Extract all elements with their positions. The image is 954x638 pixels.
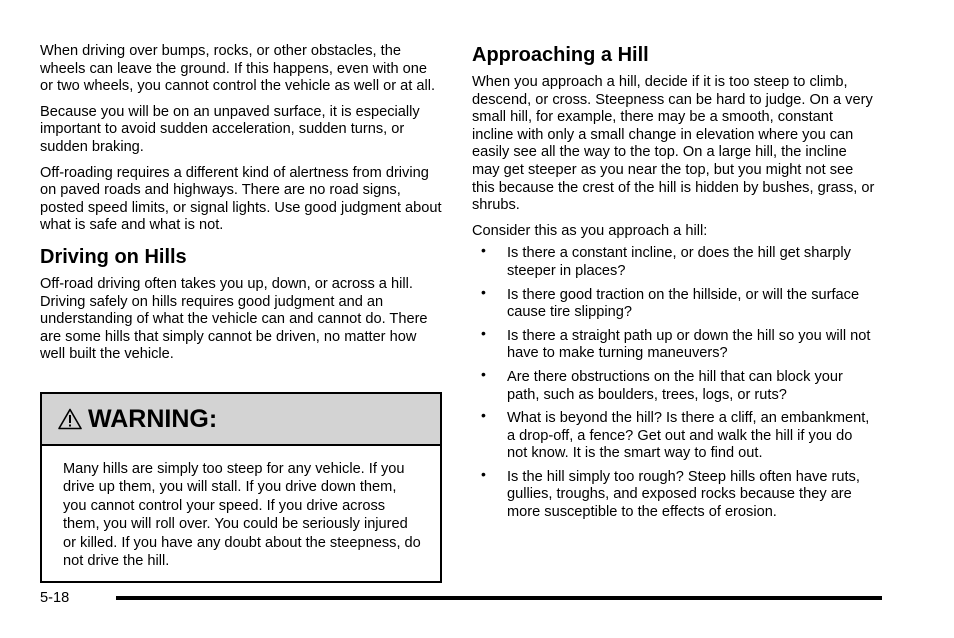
list-item-text: Is the hill simply too rough? Steep hills often have ruts, gullies, troughs, and exposed rocks because they are more susceptible to the effects of erosion. — [507, 468, 860, 521]
list-item-text: Is there a constant incline, or does the hill get sharply steeper in places? — [507, 245, 851, 279]
heading-driving-on-hills: Driving on Hills — [40, 245, 187, 268]
bullet-icon: • — [481, 365, 486, 382]
paragraph-unpaved: Because you will be on an unpaved surface, it is especially important to avoid sudden acceleration, sudden turns, or sudden braking. — [40, 103, 420, 155]
list-item — [472, 242, 876, 280]
list-item-text: What is beyond the hill? Is there a cliff, an embankment, a drop-off, a fence? Get out and walk the hill if you do not know. It is the smart way to find out. — [507, 410, 870, 462]
list-item — [472, 365, 876, 404]
paragraph-alertness: Off-roading requires a different kind of alertness from driving on paved roads and highways. There are no road signs, posted speed limits, or signal lights. Use good judgment about what is safe and what is not. — [40, 164, 442, 234]
bullet-icon: • — [481, 242, 486, 259]
hill-checklist — [472, 242, 876, 521]
bullet-icon: • — [481, 465, 486, 482]
warning-text: Many hills are simply too steep for any vehicle. If you drive up them, you will stall. If you drive down them, you cannot control your speed. If you drive across them, you will roll over. You could be seriously injured or killed. If you have any doubt about the steepness, do not drive the hill. — [63, 461, 421, 570]
paragraph-consider: Consider this as you approach a hill: — [472, 222, 708, 239]
paragraph-approach: When you approach a hill, decide if it is too steep to climb, descend, or cross. Steepness can be hard to judge. On a very small hill, for example, there may be a smooth, constant incline with only a small change in elevation where you can easily see all the way to the top. On a large hill, the incline may get steeper as you near the top, but you might not see this because the crest of the hill is hidden by bushes, grass, or shrubs. — [472, 74, 875, 214]
list-item-text: Are there obstructions on the hill that can block your path, such as boulders, trees, logs, or ruts? — [507, 368, 843, 403]
footer-divider — [116, 596, 882, 600]
list-item — [472, 465, 876, 522]
warning-box — [40, 392, 442, 583]
warning-header — [42, 394, 440, 446]
list-item-text: Is there a straight path up or down the hill so you will not have to make turning maneuvers? — [507, 327, 871, 362]
bullet-icon: • — [481, 407, 486, 424]
list-item-text: Is there good traction on the hillside, or will the surface cause tire slipping? — [507, 286, 860, 321]
warning-title: WARNING: — [88, 405, 218, 433]
paragraph-hills: Off-road driving often takes you up, down, or across a hill. Driving safely on hills requires good judgment and an understanding of what the vehicle can and cannot do. There are some hills that simply cannot be driven, no matter how well built the vehicle. — [40, 275, 428, 363]
right-column — [472, 43, 876, 528]
list-item — [472, 407, 876, 463]
warning-triangle-icon — [58, 408, 82, 430]
bullet-icon: • — [481, 324, 486, 341]
list-item — [472, 283, 876, 322]
page-number: 5-18 — [40, 590, 70, 606]
list-item — [472, 324, 876, 363]
left-column — [40, 43, 442, 372]
bullet-icon: • — [481, 283, 486, 300]
paragraph-bumps: When driving over bumps, rocks, or other obstacles, the wheels can leave the ground. If this happens, even with one or two wheels, you cannot control the vehicle as well or at all. — [40, 43, 436, 95]
heading-approaching-a-hill: Approaching a Hill — [472, 44, 649, 66]
